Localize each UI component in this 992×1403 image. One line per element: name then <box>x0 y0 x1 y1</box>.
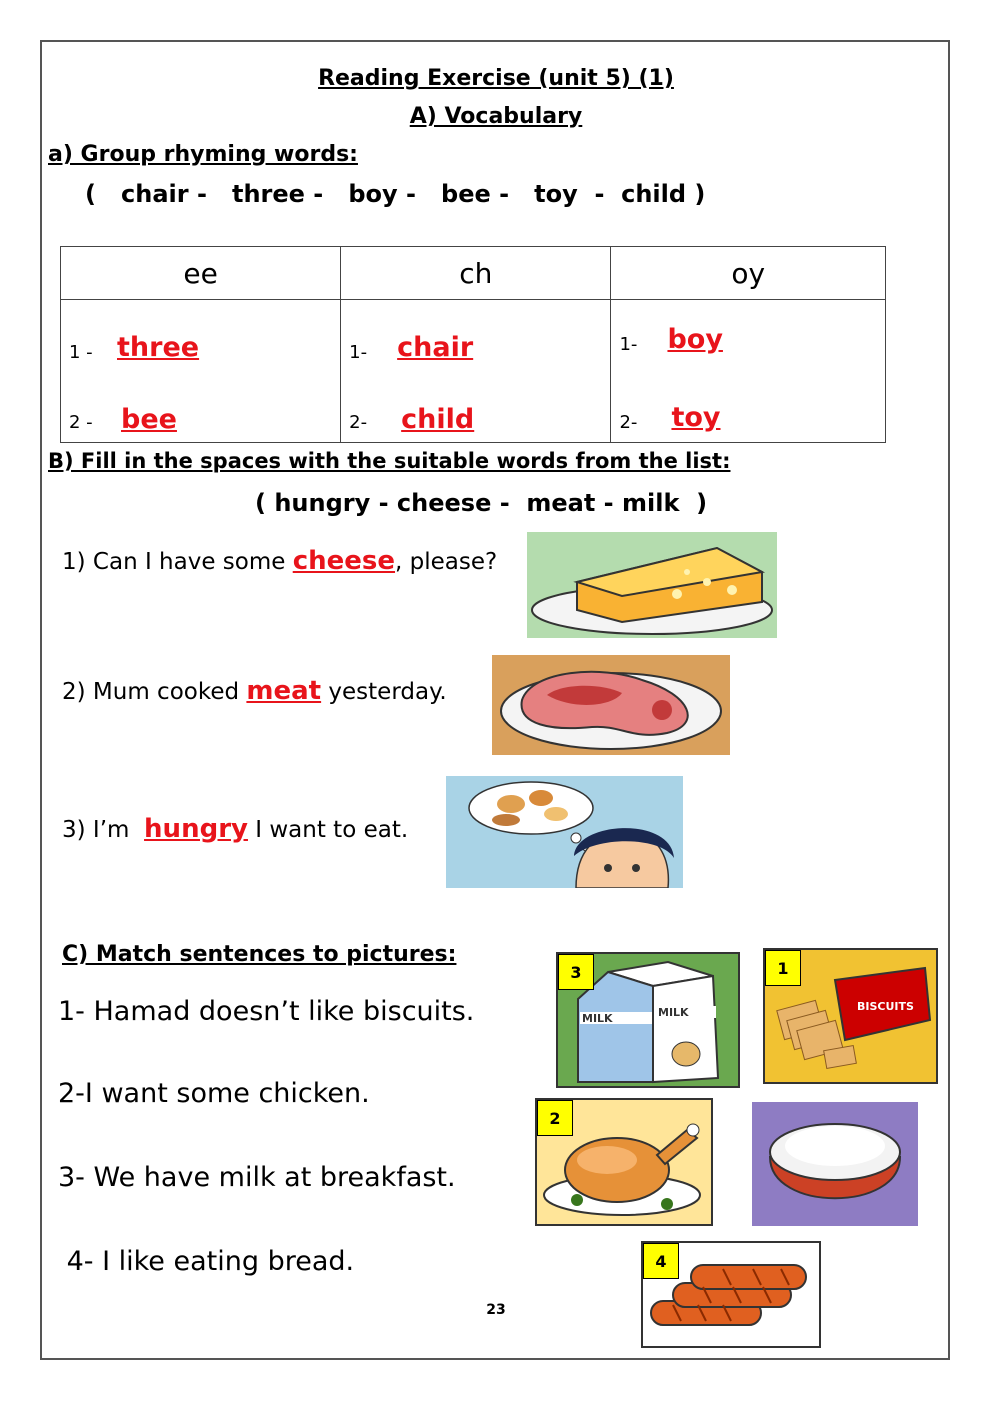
sentence-text: , please? <box>395 549 498 575</box>
fill-in-heading: B) Fill in the spaces with the suitable words from the list: <box>48 449 731 473</box>
page-number: 23 <box>486 1302 506 1318</box>
answer-toy: toy <box>671 402 721 433</box>
item-number: 1- <box>349 342 368 363</box>
sausages-picture <box>641 1241 821 1348</box>
milk-label-text: MILK <box>582 1012 613 1025</box>
item-number: 2- <box>619 412 638 433</box>
answer-three: three <box>117 332 200 363</box>
match-sentence-1: 1- Hamad doesn’t like biscuits. <box>58 996 475 1027</box>
answer-cheese: cheese <box>292 546 396 576</box>
rhyming-heading: a) Group rhyming words: <box>48 142 358 167</box>
answer-bee: bee <box>121 404 177 435</box>
fill-in-word-list: ( hungry - cheese - meat - milk ) <box>255 489 708 517</box>
sentence-text: 2) Mum cooked <box>62 679 247 705</box>
sentence-text: 1) Can I have some <box>62 549 293 575</box>
hungry-boy-image <box>446 776 683 888</box>
picture-number-badge: 2 <box>537 1100 573 1136</box>
column-header-oy: oy <box>611 247 886 300</box>
answer-boy: boy <box>667 324 723 355</box>
page-title: Reading Exercise (unit 5) (1) <box>318 66 674 91</box>
match-sentence-3: 3- We have milk at breakfast. <box>58 1162 456 1193</box>
column-header-ch: ch <box>341 247 611 300</box>
item-number: 1- <box>619 334 638 355</box>
sentence-text: yesterday. <box>321 679 447 705</box>
cell-ee <box>61 300 341 443</box>
picture-number-badge: 3 <box>558 954 594 990</box>
meat-image <box>492 655 730 755</box>
milk-picture <box>556 952 740 1088</box>
rhyming-table <box>60 246 886 443</box>
match-sentence-4: 4- I like eating bread. <box>58 1246 355 1277</box>
biscuits-label-text: BISCUITS <box>857 1000 914 1013</box>
picture-number-badge: 1 <box>765 950 801 986</box>
picture-number-badge: 4 <box>643 1243 679 1279</box>
sentence-2 <box>62 676 447 706</box>
answer-meat: meat <box>246 676 322 706</box>
rice-bowl-image <box>752 1102 918 1226</box>
cell-oy <box>611 300 886 443</box>
answer-child: child <box>401 404 475 435</box>
match-sentence-2: 2-I want some chicken. <box>58 1078 370 1109</box>
rhyming-word-list: ( chair - three - boy - bee - toy - child ) <box>85 180 706 208</box>
answer-chair: chair <box>397 332 474 363</box>
item-number: 2- <box>349 412 368 433</box>
column-header-ee: ee <box>61 247 341 300</box>
item-number: 1 - <box>69 342 93 363</box>
answer-hungry: hungry <box>144 814 248 844</box>
biscuits-picture <box>763 948 938 1084</box>
sentence-text: I want to eat. <box>247 817 409 843</box>
section-a-title: A) Vocabulary <box>409 104 583 129</box>
cell-ch <box>341 300 611 443</box>
chicken-picture <box>535 1098 713 1226</box>
cheese-image <box>527 532 777 638</box>
item-number: 2 - <box>69 412 93 433</box>
sentence-1 <box>62 546 497 576</box>
sentence-3 <box>62 814 408 844</box>
sentence-text: 3) I’m <box>62 817 145 843</box>
match-heading: C) Match sentences to pictures: <box>62 942 457 967</box>
milk-label-text: MILK <box>658 1006 689 1019</box>
